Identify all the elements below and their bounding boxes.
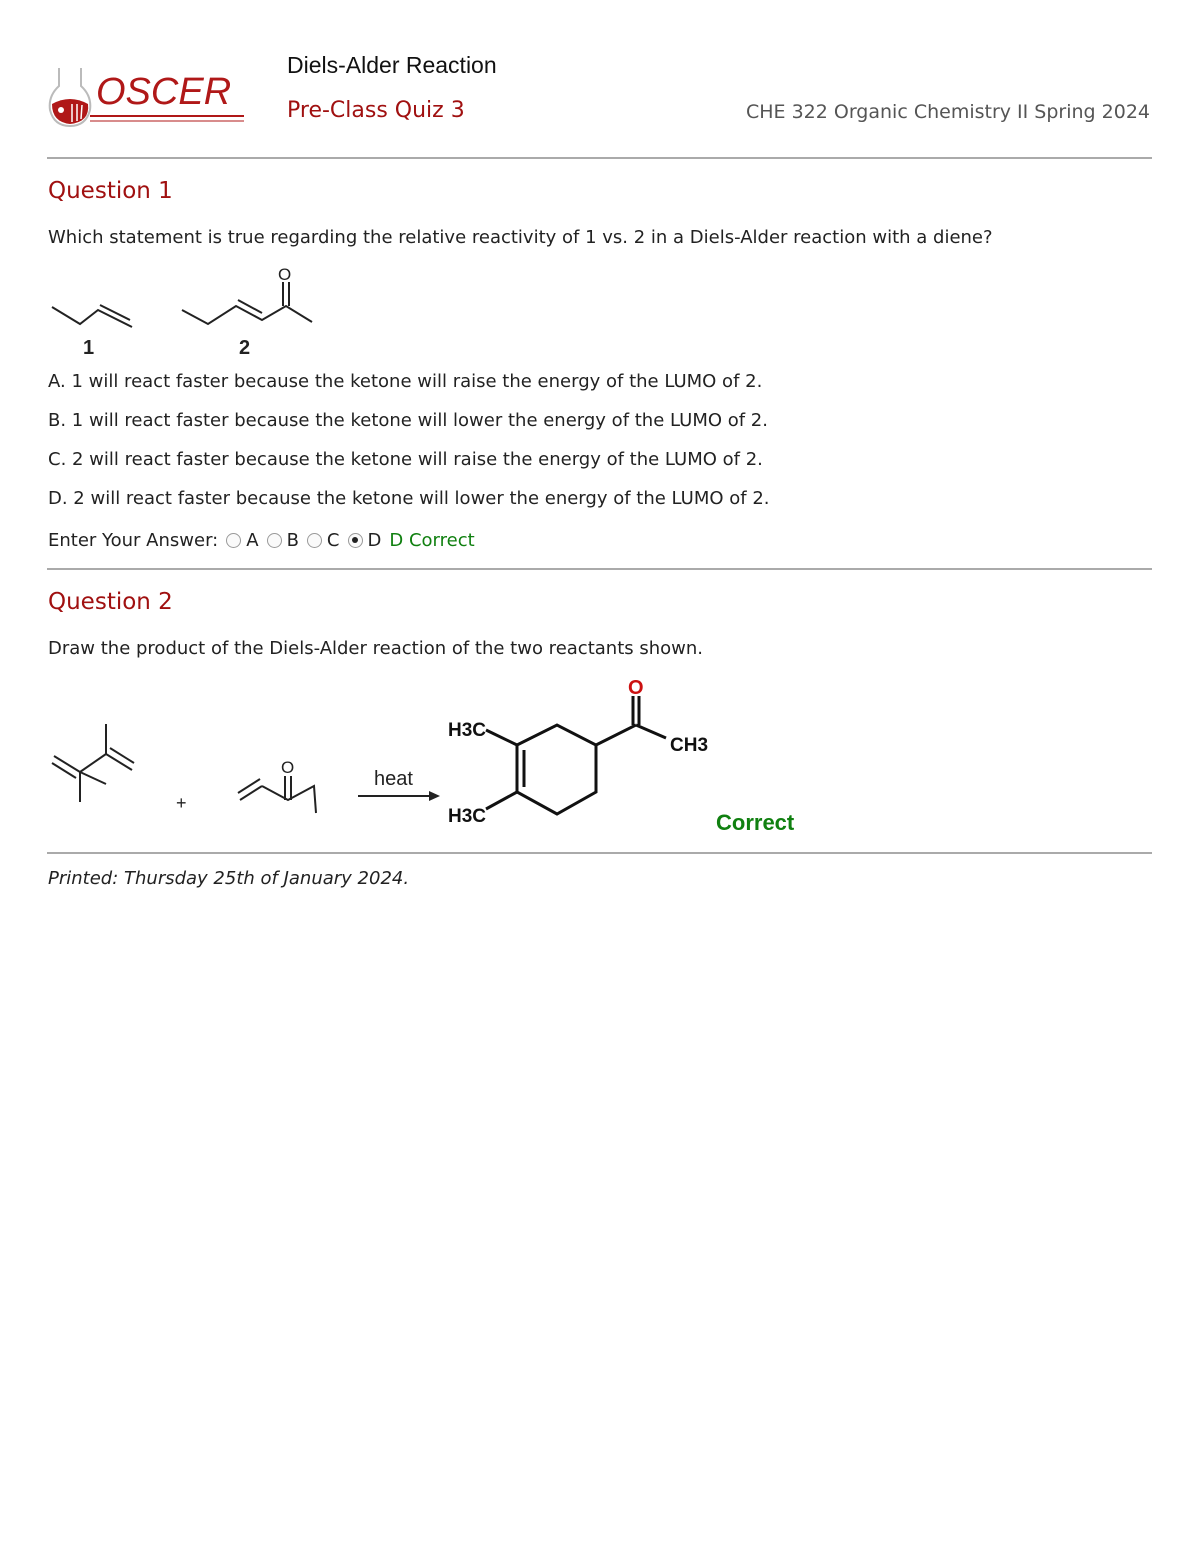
radio-b[interactable] xyxy=(267,533,282,548)
printed-date: Printed: Thursday 25th of January 2024. xyxy=(48,868,410,889)
product-structure xyxy=(486,696,666,814)
choice-c: C. 2 will react faster because the ketone will raise the energy of the LUMO of 2. xyxy=(48,449,763,470)
question-2-title: Question 2 xyxy=(48,589,173,615)
compound-1-label: 1 xyxy=(83,337,95,359)
radio-a[interactable] xyxy=(226,533,241,548)
compound-2-structure xyxy=(182,282,312,324)
oscer-logo xyxy=(48,64,248,130)
diene-structure xyxy=(52,724,134,802)
product-oxygen: O xyxy=(628,677,644,699)
divider xyxy=(47,852,1152,854)
flask-icon xyxy=(48,64,248,130)
radio-c-label: C xyxy=(326,529,340,551)
methyl-bottom-label: H3C xyxy=(448,806,487,827)
logo-text: OSCER xyxy=(96,71,232,113)
compound-2-oxygen: O xyxy=(278,265,292,284)
arrow-label: heat xyxy=(374,768,413,790)
course-name: CHE 322 Organic Chemistry II Spring 2024 xyxy=(745,101,1150,123)
dienophile-oxygen: O xyxy=(281,758,295,777)
question-1-title: Question 1 xyxy=(48,178,173,204)
question-2-feedback: Correct xyxy=(716,810,795,835)
choice-a: A. 1 will react faster because the ketone will raise the energy of the LUMO of 2. xyxy=(48,371,763,392)
radio-d[interactable] xyxy=(348,533,363,548)
page-title: Diels-Alder Reaction xyxy=(287,52,497,78)
choice-b: B. 1 will react faster because the ketone will lower the energy of the LUMO of 2. xyxy=(48,410,768,431)
dienophile-structure xyxy=(238,776,316,813)
radio-c[interactable] xyxy=(307,533,322,548)
acetyl-methyl-label: CH3 xyxy=(670,735,709,756)
compound-2-label: 2 xyxy=(239,337,251,359)
radio-a-label: A xyxy=(246,529,259,551)
question-2-text: Draw the product of the Diels-Alder reaction of the two reactants shown. xyxy=(48,638,703,659)
compound-1-structure xyxy=(52,305,132,327)
arrow-head xyxy=(429,791,440,801)
answer-prompt: Enter Your Answer: xyxy=(48,529,219,551)
answer-row xyxy=(48,527,475,553)
question-1-text: Which statement is true regarding the relative reactivity of 1 vs. 2 in a Diels-Alder reaction with a diene? xyxy=(48,227,993,248)
reaction-scheme xyxy=(40,672,740,847)
radio-b-label: B xyxy=(286,529,299,551)
plus-sign: + xyxy=(176,793,187,813)
q1-structures xyxy=(40,262,330,362)
methyl-top-label: H3C xyxy=(448,720,487,741)
choice-d: D. 2 will react faster because the ketone will lower the energy of the LUMO of 2. xyxy=(48,488,770,509)
divider xyxy=(47,157,1152,159)
divider xyxy=(47,568,1152,570)
quiz-subtitle: Pre-Class Quiz 3 xyxy=(287,98,465,123)
question-1-feedback: D Correct xyxy=(389,529,475,551)
radio-d-label: D xyxy=(367,529,382,551)
